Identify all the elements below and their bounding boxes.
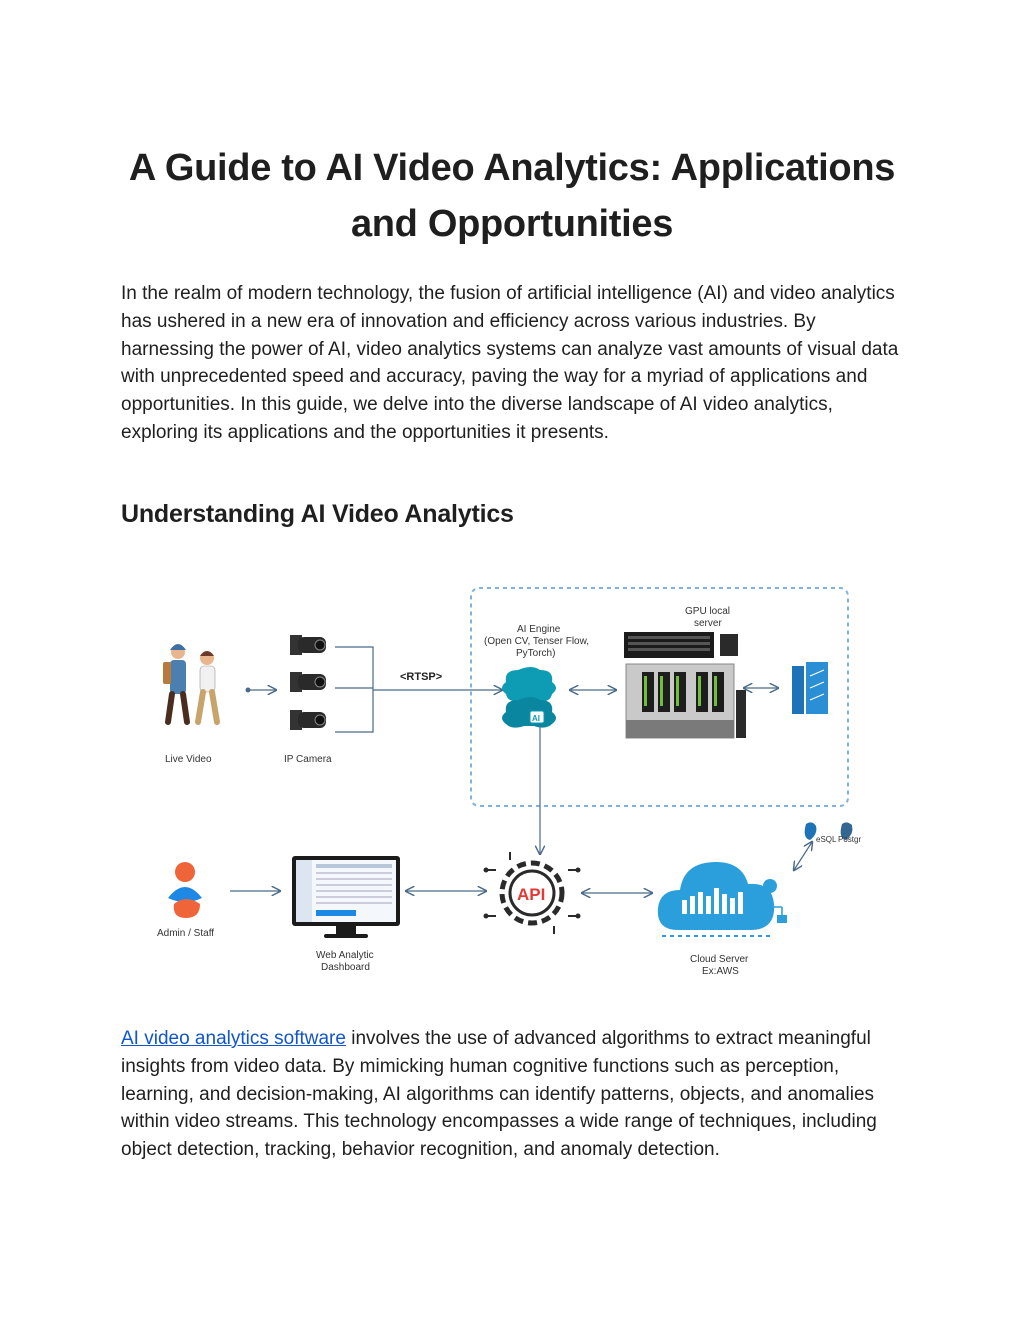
ai-video-analytics-software-link[interactable]: AI video analytics software (121, 1028, 346, 1049)
ai-engine-pytorch-label: PyTorch) (516, 648, 556, 659)
cloud-server-sub-label: Ex:AWS (702, 966, 739, 977)
dashboard-sub-label: Dashboard (321, 962, 370, 973)
db-label-esql: eSQL (816, 835, 837, 844)
cloud-server-icon (658, 862, 787, 936)
architecture-diagram (130, 580, 870, 990)
rtsp-label: <RTSP> (400, 671, 443, 683)
document-title: A Guide to AI Video Analytics: Applications and Opportunities (128, 147, 896, 245)
dashboard-monitor-icon (292, 856, 400, 938)
admin-label: Admin / Staff (157, 928, 215, 939)
live-video-label: Live Video (165, 754, 212, 765)
db-label-postgres: Postgr (838, 835, 862, 844)
gpu-server-label: GPU local (685, 606, 731, 617)
gpu-server-sub-label: server (694, 618, 722, 629)
cloud-server-label: Cloud Server (690, 954, 749, 965)
dashboard-label: Web Analytic (316, 950, 374, 961)
database-icons (794, 822, 852, 870)
storage-icon (792, 662, 828, 714)
ip-camera-label: IP Camera (284, 754, 332, 765)
body-paragraph (121, 1025, 911, 1164)
admin-person-icon (168, 862, 202, 918)
gpu-server-icon (624, 632, 746, 738)
ip-camera-icon (290, 635, 326, 730)
ai-chip-label: AI (532, 714, 540, 723)
ai-brain-icon (502, 667, 556, 728)
ai-engine-label: AI Engine (517, 624, 561, 635)
intro-paragraph: In the realm of modern technology, the fusion of artificial intelligence (AI) and video analytics has ushered in a new era of innovation and efficiency across various industries. By harnessing the power of AI, video analytics systems can analyze vast amounts of visual data with unprecedented speed and accuracy, paving the way for a myriad of applications and opportunities. In this guide, we delve into the diverse landscape of AI video analytics, exploring its applications and the opportunities it presents. (121, 283, 899, 443)
body-paragraph-text: involves the use of advanced algorithms to extract meaningful insights from video data. By mimicking human cognitive functions such as perception, learning, and decision-making, AI algorithms can identify patterns, objects, and anomalies within video streams. This technology encompasses a wide range of techniques, including object detection, tracking, behavior recognition, and anomaly detection. (121, 1028, 877, 1161)
ai-engine-libs-label: (Open CV, Tenser Flow, (484, 636, 590, 647)
live-video-people-icon (163, 644, 217, 722)
section-heading: Understanding AI Video Analytics (121, 500, 514, 528)
api-label: API (517, 885, 546, 904)
